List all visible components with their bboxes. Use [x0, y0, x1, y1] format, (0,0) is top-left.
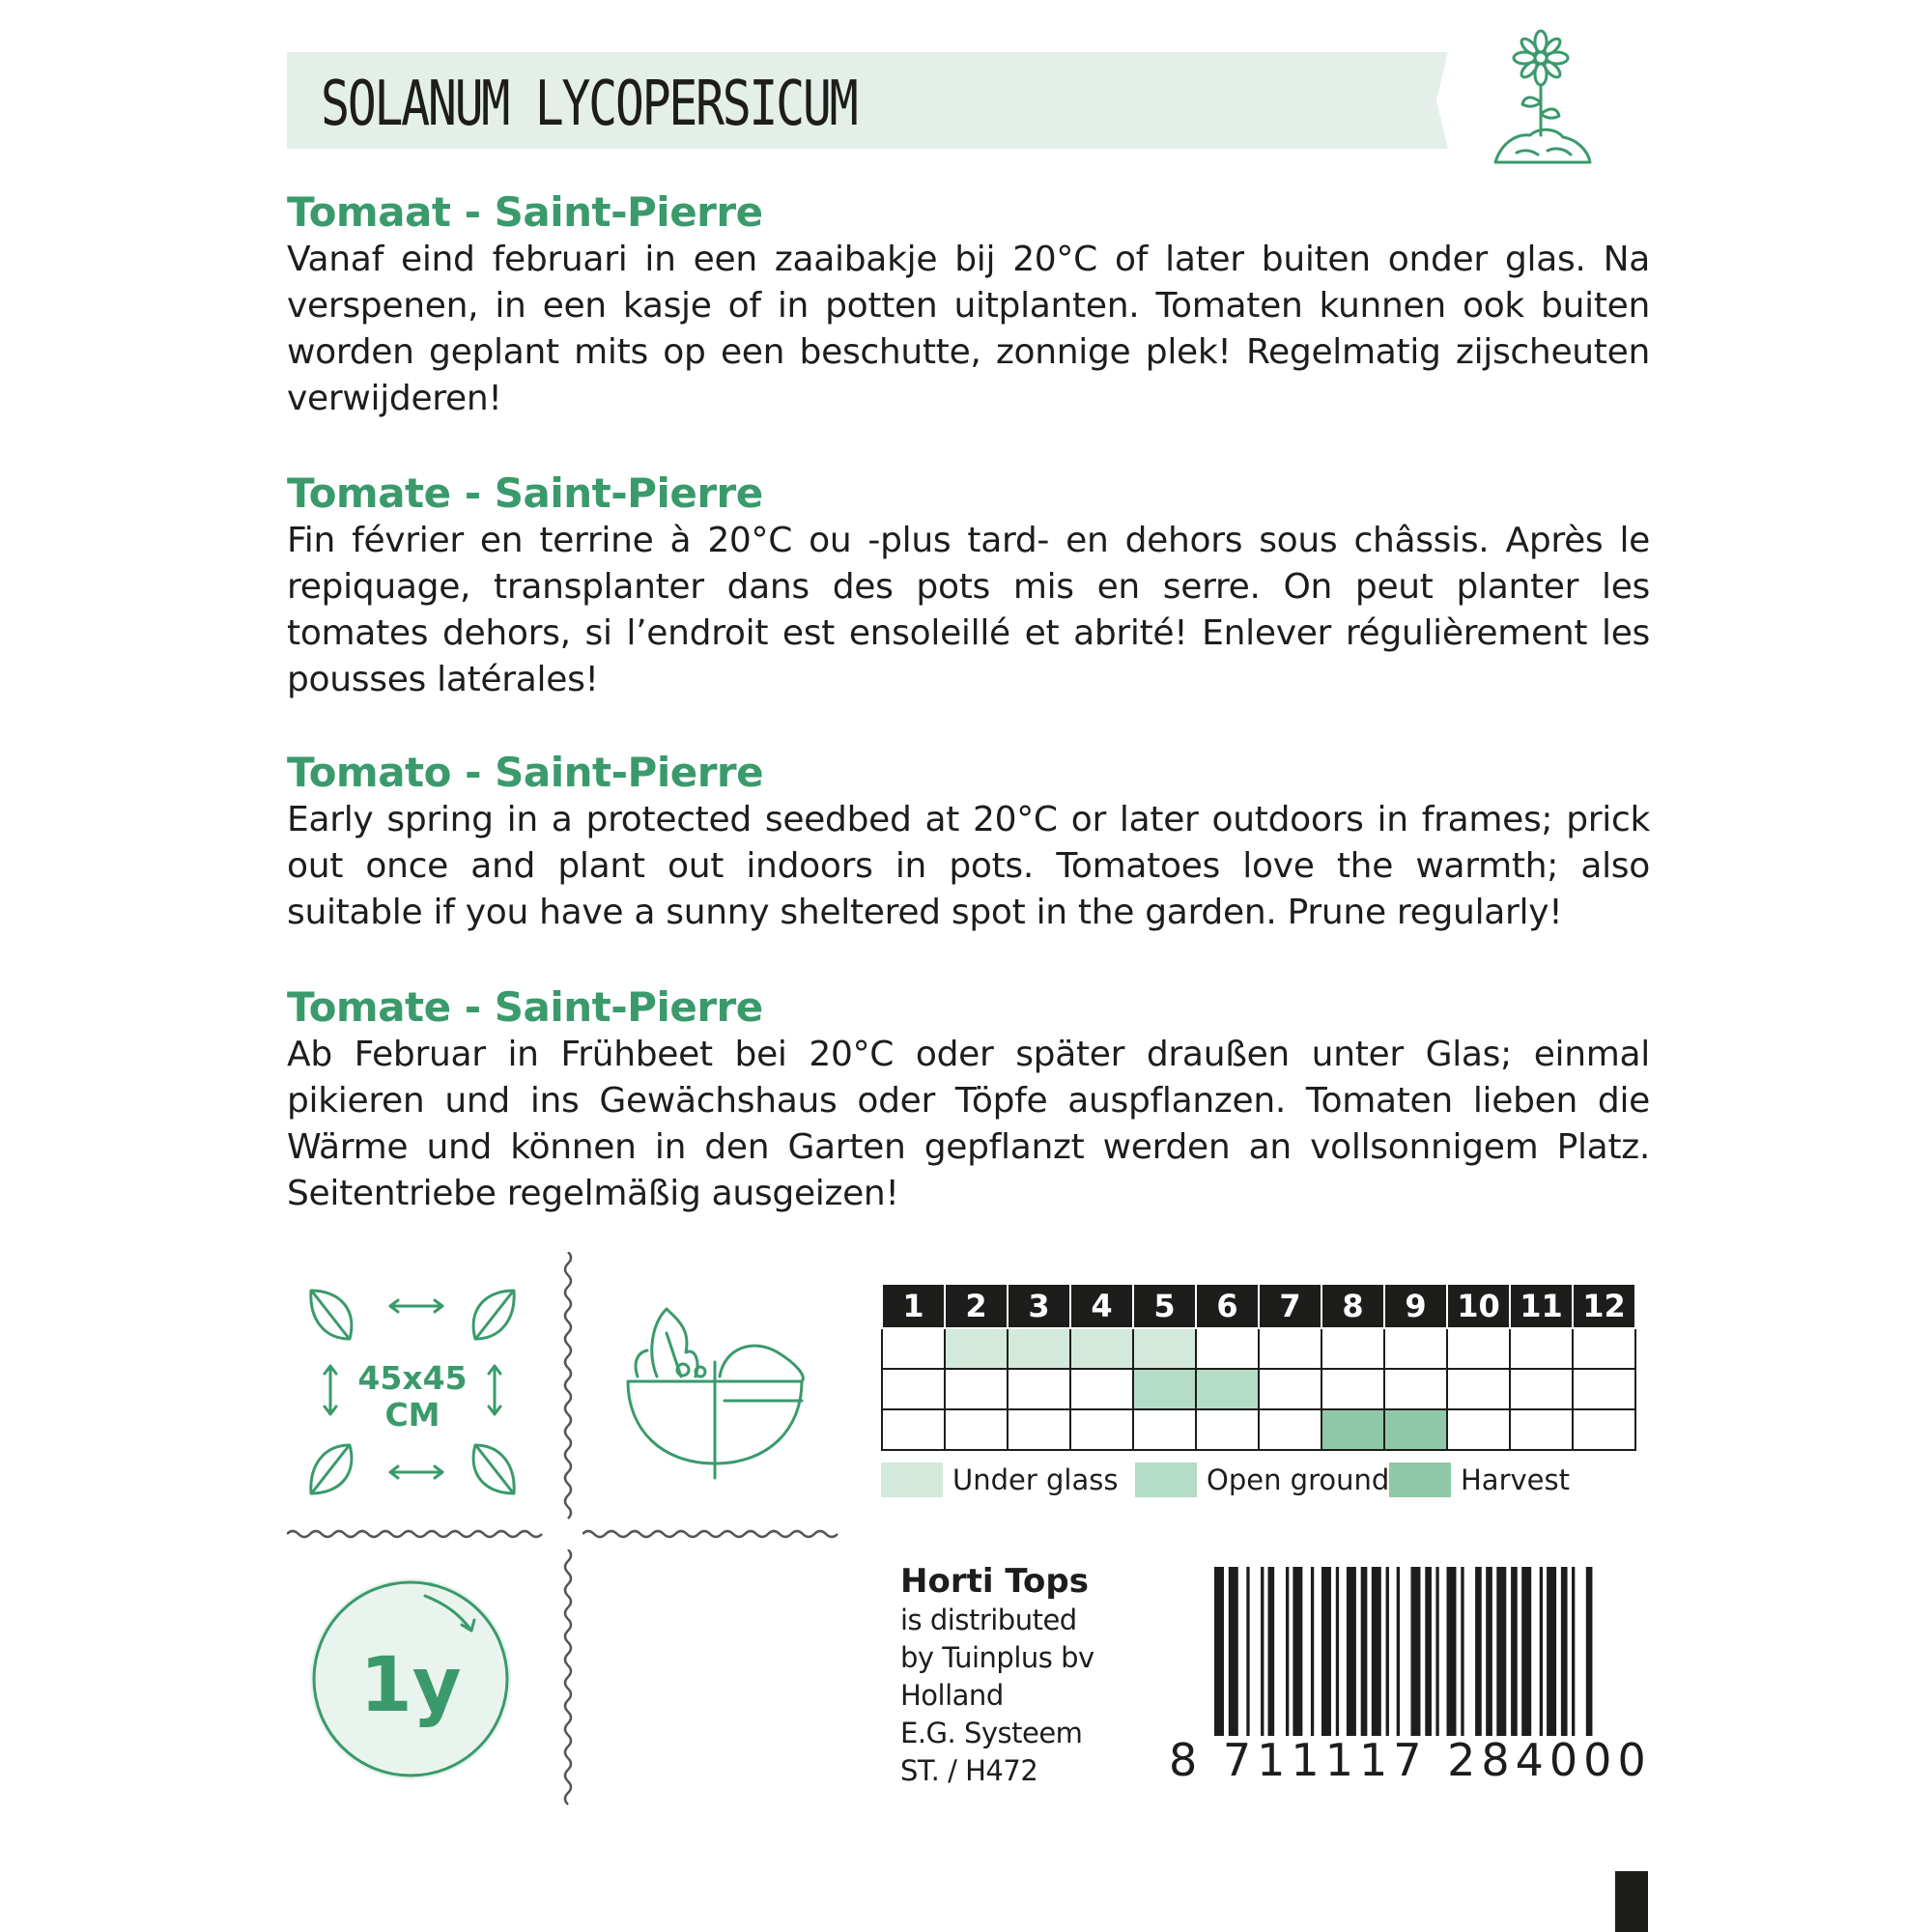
barcode-number: 8 711117 284000 — [1169, 1734, 1652, 1786]
calendar-cell — [1008, 1328, 1070, 1369]
calendar-cell — [1384, 1369, 1447, 1409]
calendar-cell — [1573, 1409, 1635, 1450]
barcode-bar — [1540, 1567, 1543, 1736]
sowing-calendar — [881, 1283, 1636, 1451]
lifecycle-label: 1y — [359, 1642, 462, 1729]
section-dutch — [287, 188, 1650, 422]
legend-label: Under glass — [952, 1463, 1119, 1496]
calendar-cell — [1070, 1328, 1133, 1369]
distributor-line: ST. / H472 — [900, 1754, 1038, 1787]
barcode-bar — [1246, 1567, 1249, 1736]
calendar-cell — [1321, 1369, 1384, 1409]
legend-label: Open ground — [1207, 1463, 1390, 1496]
calendar-cell — [1196, 1328, 1259, 1369]
wavy-divider-vertical-top — [558, 1252, 578, 1522]
distributor-info — [900, 1561, 1151, 1790]
distributor-line: is distributed — [900, 1604, 1077, 1636]
calendar-cell — [1196, 1409, 1259, 1450]
barcode-bar — [1268, 1567, 1275, 1736]
month-header: 5 — [1133, 1284, 1196, 1328]
legend-swatch — [1135, 1463, 1197, 1497]
section-title: Tomate - Saint-Pierre — [287, 469, 763, 517]
distributor-line: Holland — [900, 1679, 1004, 1712]
print-mark — [1615, 1871, 1648, 1932]
calendar-cell — [1133, 1369, 1196, 1409]
legend-label: Harvest — [1461, 1463, 1570, 1496]
calendar-cell — [1259, 1328, 1321, 1369]
barcode-bar — [1435, 1567, 1438, 1736]
month-header: 1 — [882, 1284, 945, 1328]
calendar-cell — [1196, 1369, 1259, 1409]
barcode-bar — [1336, 1567, 1339, 1736]
calendar-cell — [1447, 1369, 1510, 1409]
calendar-cell — [945, 1409, 1008, 1450]
barcode-bar — [1321, 1567, 1331, 1736]
barcode-bar — [1372, 1567, 1381, 1736]
calendar-cell — [1070, 1369, 1133, 1409]
brand-name: Horti Tops — [900, 1562, 1089, 1601]
section-text: Fin février en terrine à 20°C ou -plus tard- en dehors sous châssis. Après le repiquage, transplanter dans des pots mis en serre. On peut planter les tomates dehors, si l’endroit est ensoleillé et abrité! Enlever régulièrement les pousses latérales! — [287, 521, 1650, 699]
barcode-bar — [1425, 1567, 1432, 1736]
section-title: Tomaat - Saint-Pierre — [287, 188, 763, 236]
calendar-cell — [1573, 1328, 1635, 1369]
barcode-bar — [1461, 1567, 1463, 1736]
legend-swatch — [1389, 1463, 1451, 1497]
legend-swatch — [881, 1463, 943, 1497]
calendar-cell — [945, 1328, 1008, 1369]
wavy-divider-horizontal-right — [582, 1524, 848, 1544]
section-title: Tomate - Saint-Pierre — [287, 983, 763, 1031]
barcode-bar — [1521, 1567, 1531, 1736]
calendar-row — [882, 1328, 1635, 1369]
calendar-cell — [1321, 1409, 1384, 1450]
barcode-bar — [1561, 1567, 1568, 1736]
calendar-row — [882, 1409, 1635, 1450]
calendar-cell — [1070, 1409, 1133, 1450]
distributor-line: by Tuinplus bv — [900, 1641, 1094, 1674]
distributor-line: E.G. Systeem — [900, 1717, 1083, 1749]
barcode-bar — [1286, 1567, 1289, 1736]
month-header: 8 — [1321, 1284, 1384, 1328]
section-french — [287, 469, 1650, 703]
wavy-divider-horizontal-left — [287, 1524, 553, 1544]
spacing-value: 45x45 — [357, 1359, 468, 1397]
barcode-bar — [1475, 1567, 1482, 1736]
calendar-cell — [1133, 1409, 1196, 1450]
vegetable-bowl-icon — [623, 1294, 816, 1488]
calendar-cell — [1384, 1328, 1447, 1369]
section-english — [287, 749, 1650, 936]
month-header: 11 — [1510, 1284, 1573, 1328]
calendar-cell — [1510, 1369, 1573, 1409]
month-header: 6 — [1196, 1284, 1259, 1328]
calendar-cell — [882, 1369, 945, 1409]
barcode-bar — [1229, 1567, 1238, 1736]
month-header: 7 — [1259, 1284, 1321, 1328]
calendar-row — [882, 1369, 1635, 1409]
barcode-bar — [1486, 1567, 1492, 1736]
month-header: 2 — [945, 1284, 1008, 1328]
barcode-bar — [1397, 1567, 1400, 1736]
month-header: 12 — [1573, 1284, 1635, 1328]
wavy-divider-vertical-bottom — [558, 1549, 578, 1815]
barcode-bar — [1511, 1567, 1518, 1736]
section-text: Vanaf eind februari in een zaaibakje bij 20°C of later buiten onder glas. Na verspenen, in een kasje of in potten uitplanten. Tomaten kunnen ook buiten worden geplant mits op een beschutte, zonnige plek! Regelmatig zijscheuten verwijderen! — [287, 240, 1650, 418]
calendar-cell — [1510, 1328, 1573, 1369]
calendar-cell — [1259, 1409, 1321, 1450]
barcode-bar — [1447, 1567, 1457, 1736]
barcode-bar — [1293, 1567, 1302, 1736]
month-header: 10 — [1447, 1284, 1510, 1328]
barcode-bar — [1386, 1567, 1389, 1736]
barcode-bar — [1261, 1567, 1264, 1736]
barcode-bar — [1214, 1567, 1224, 1736]
calendar-cell — [1510, 1409, 1573, 1450]
calendar-cell — [1573, 1369, 1635, 1409]
legend-open-ground — [1135, 1461, 1389, 1499]
barcode-bar — [1572, 1567, 1575, 1736]
legend-under-glass — [881, 1461, 1118, 1499]
legend-harvest — [1389, 1461, 1570, 1499]
section-title: Tomato - Saint-Pierre — [287, 749, 764, 796]
month-header: 4 — [1070, 1284, 1133, 1328]
calendar-cell — [882, 1409, 945, 1450]
section-text: Ab Februar in Frühbeet bei 20°C oder später draußen unter Glas; einmal pikieren und ins Gewächshaus oder Töpfe auspflanzen. Tomaten lieben die Wärme und können in den Garten gepflanzt werden an vollsonnigem Platz. Seitentriebe regelmäßig ausgeizen! — [287, 1035, 1650, 1213]
latin-name: SOLANUM LYCOPERSICUM — [321, 69, 857, 140]
plant-spacing-label — [350, 1360, 475, 1434]
section-text: Early spring in a protected seedbed at 20°C or later outdoors in frames; prick out once and plant out indoors in pots. Tomatoes love the warmth; also suitable if you have a sunny sheltered spot in the garden. Prune regularly! — [287, 800, 1650, 932]
calendar-cell — [882, 1328, 945, 1369]
calendar-cell — [1259, 1369, 1321, 1409]
calendar-cell — [1384, 1409, 1447, 1450]
barcode-bar — [1586, 1567, 1593, 1736]
section-german — [287, 983, 1650, 1217]
seedling-logo-icon — [1488, 27, 1594, 172]
calendar-cell — [1321, 1328, 1384, 1369]
calendar-cell — [1133, 1328, 1196, 1369]
month-header: 9 — [1384, 1284, 1447, 1328]
barcode-bar — [1347, 1567, 1356, 1736]
calendar-cell — [1008, 1409, 1070, 1450]
calendar-cell — [1447, 1328, 1510, 1369]
barcode-bar — [1311, 1567, 1314, 1736]
barcode-bar — [1411, 1567, 1421, 1736]
calendar-cell — [945, 1369, 1008, 1409]
barcode-bar — [1361, 1567, 1368, 1736]
barcode-bar — [1496, 1567, 1506, 1736]
month-header: 3 — [1008, 1284, 1070, 1328]
calendar-cell — [1447, 1409, 1510, 1450]
calendar-cell — [1008, 1369, 1070, 1409]
spacing-unit: CM — [384, 1396, 440, 1434]
barcode-bar — [1547, 1567, 1556, 1736]
